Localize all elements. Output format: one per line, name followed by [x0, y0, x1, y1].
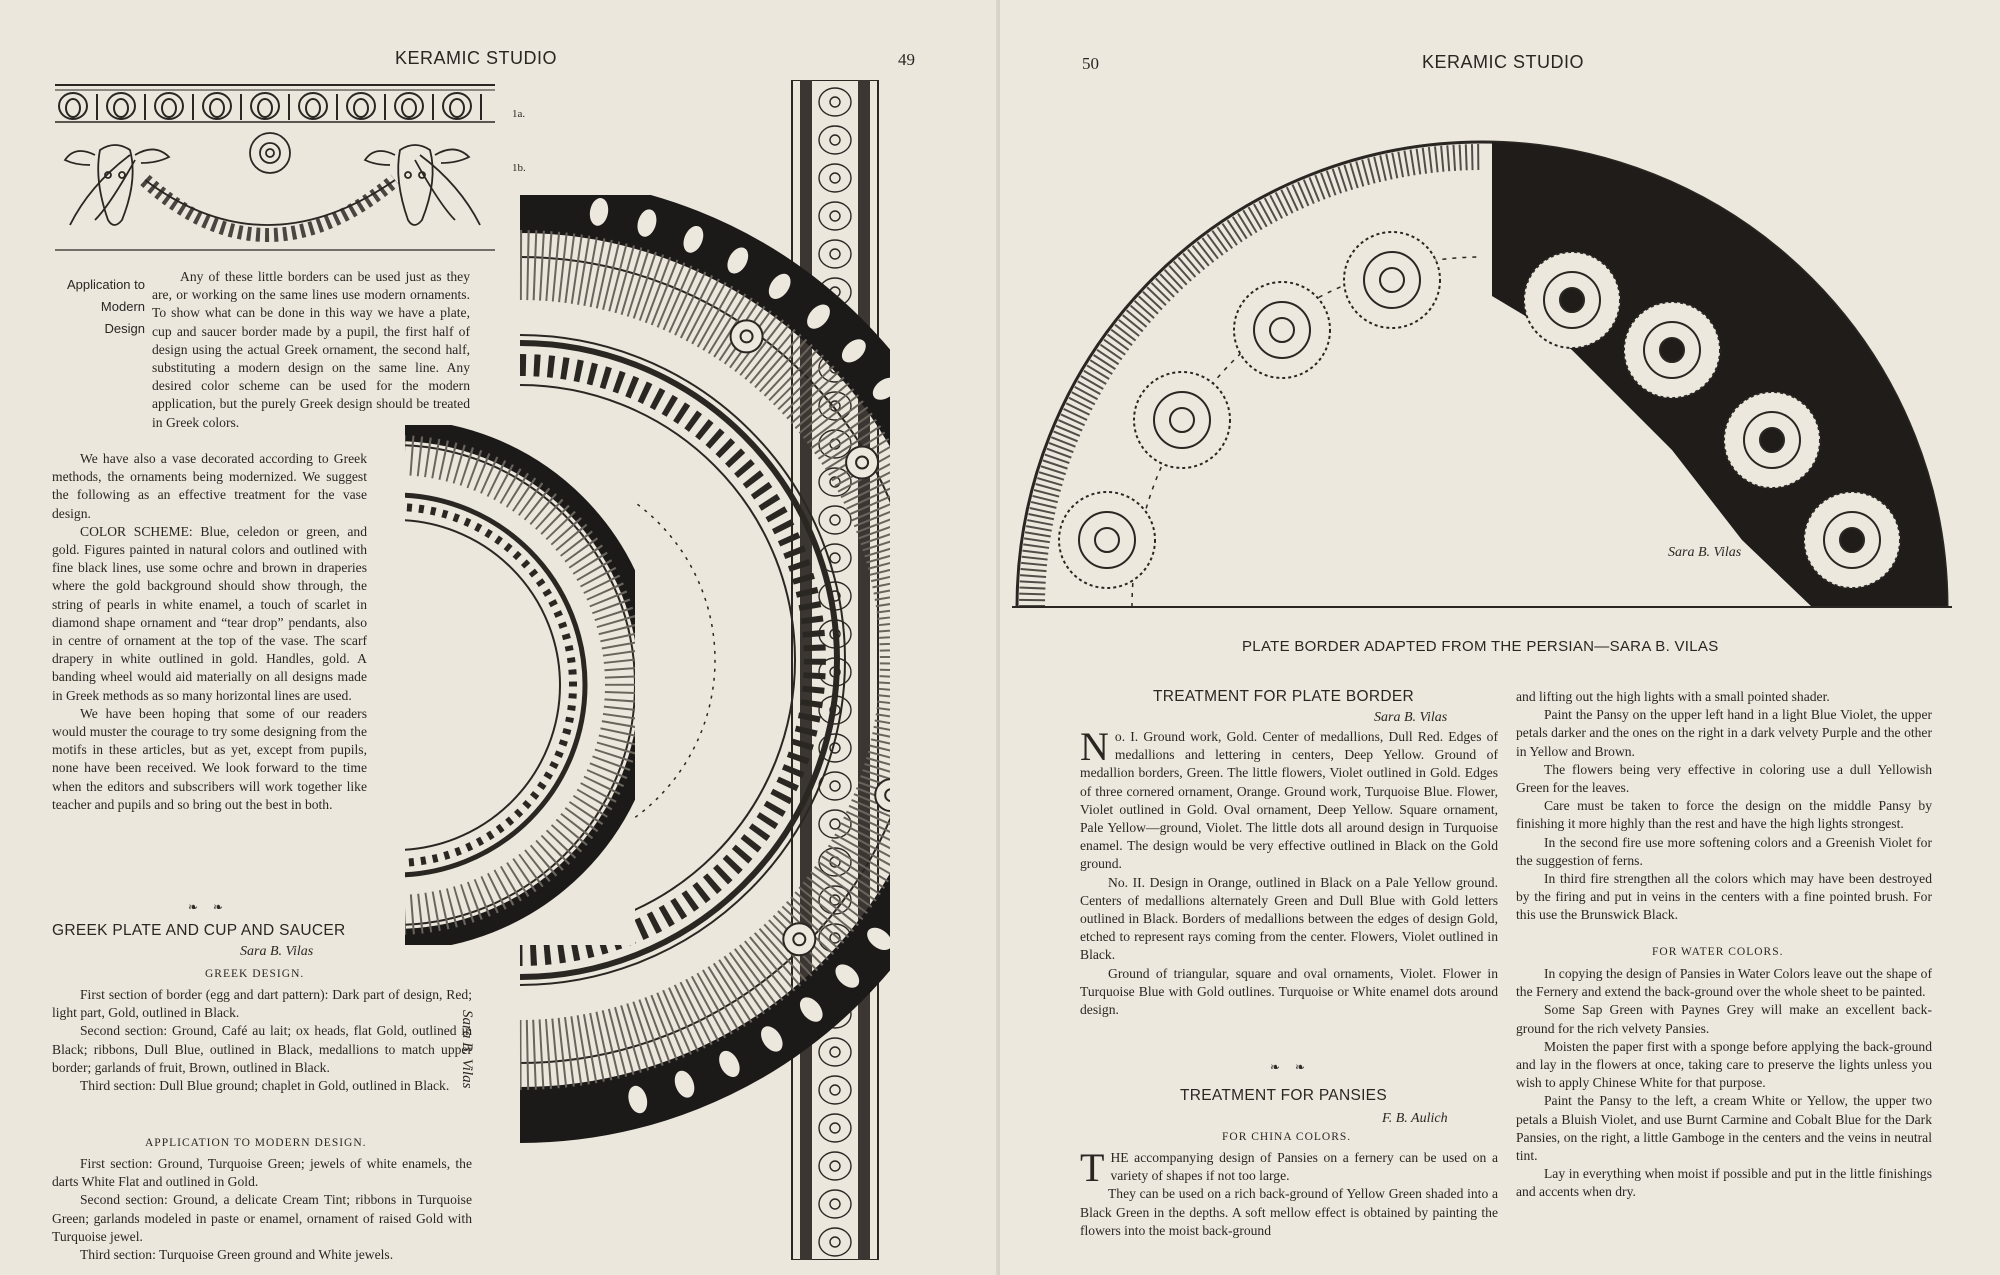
paragraph: COLOR SCHEME: Blue, celedon or green, and gold. Figures painted in natural colors and outlined with fine black lines, use some ochre and brown in draperies where the gold background should show through, the string of pearls in white enamel, a touch of scarlet in diamond shape ornament and “tear drop” pendants, also in centre of ornament at the top of the vase. The scarf drapery in white outlined in gold. Handles, gold. A banding wheel would aid materially on all designs made in Greek methods as so many horizontal lines are used. — [52, 523, 367, 703]
modern-design-subhead: APPLICATION TO MODERN DESIGN. — [145, 1137, 367, 1149]
paragraph: Some Sap Green with Paynes Grey will make an excellent back-ground for the rich velvety Pansies. — [1516, 1002, 1932, 1036]
paragraph: The flowers being very effective in coloring use a dull Yellowish Green for the leaves. — [1516, 761, 1932, 796]
paragraph: Lay in everything when moist if possible and put in the little finishings and accents when dry. — [1516, 1166, 1932, 1200]
paragraph: Paint the Pansy to the left, a cream White or Yellow, the upper two petals a Bluish Violet, and use Burnt Carmine and Cobalt Blue for the Dark Pansies, on the right, a little Gamboge in the centers and the veins in neutral tint. — [1516, 1093, 1932, 1164]
pansies-heading: TREATMENT FOR PANSIES — [1180, 1087, 1387, 1104]
figure-label-1b: 1b. — [512, 162, 526, 174]
paragraph: Ground of triangular, square and oval ornaments, Violet. Flower in Turquoise Blue with Gold outlines. Turquoise or White enamel dots around design. — [1080, 965, 1498, 1018]
left-page — [0, 0, 996, 1275]
paragraph: Second section: Ground, Café au lait; ox heads, flat Gold, outlined in Black; ribbons, Dull Blue, outlined in Black, medallions to match upper border; garlands of fruit, Brown, outlined in Black. — [52, 1023, 472, 1075]
right-folio: 50 — [1082, 54, 1099, 73]
paragraph-body: HE accompanying design of Pansies on a fernery can be used on a variety of shapes if not too large. — [1110, 1150, 1498, 1184]
paragraph: In the second fire use more softening colors and a Greenish Violet for the suggestion of ferns. — [1516, 834, 1932, 868]
plate-border-byline: Sara B. Vilas — [1374, 710, 1448, 725]
paragraph: Paint the Pansy on the upper left hand in a light Blue Violet, the upper petals darker and the ones on the right in a dark velvety Purple and the other in Yellow and Brown. — [1516, 707, 1932, 759]
greek-plate-heading: GREEK PLATE AND CUP AND SAUCER — [52, 922, 346, 939]
greek-design-subhead: GREEK DESIGN. — [205, 968, 305, 980]
paragraph: We have been hoping that some of our readers would muster the courage to try some designing from the motifs in these articles, but as yet, except from pupils, none have been received. We look forward to the time when the editors and subscribers will work together like teacher and pupils and so bring out the best in both. — [52, 705, 367, 812]
persian-plate-signature: Sara B. Vilas — [1668, 545, 1742, 560]
plate-border-text — [1080, 724, 1498, 1019]
dropcap-n: N — [1080, 724, 1109, 769]
paragraph: Third section: Turquoise Green ground and White jewels. — [80, 1247, 394, 1263]
paragraph: No. II. Design in Orange, outlined in Black on a Pale Yellow ground. Centers of medallions alternately Green and Dull Blue with Gold letters outlined in Black. Borders of medallions between the edges of design Gold, etched to represent rays coming from the center. Flowers, Violet outlined in Black. — [1080, 874, 1498, 963]
side-head-line: Design — [104, 321, 145, 336]
paragraph: In third fire strengthen all the colors which may have been destroyed by the firing and put in veins in the centers with a fine pointed brush. For this use the Brunswick Black. — [1516, 871, 1932, 923]
paragraph — [1080, 724, 1498, 874]
paragraph: and lifting out the high lights with a small pointed shader. — [1516, 689, 1830, 704]
left-running-head: KERAMIC STUDIO — [395, 48, 558, 68]
china-colors-subhead: FOR CHINA COLORS. — [1222, 1131, 1352, 1143]
plate-border-heading: TREATMENT FOR PLATE BORDER — [1153, 688, 1414, 705]
paragraph: First section of border (egg and dart pattern): Dark part of design, Red; light part, Gold, outlined in Black. — [52, 987, 472, 1021]
left-folio: 49 — [898, 50, 915, 69]
paragraph: Care must be taken to force the design on the middle Pansy by finishing it more highly than the rest and have the high lights strongest. — [1516, 798, 1932, 832]
persian-plate-illustration — [1012, 120, 1972, 620]
greek-plate-byline: Sara B. Vilas — [240, 944, 314, 959]
paragraph: Moisten the paper first with a sponge before applying the back-ground and lay in the flowers at once, taking care to preserve the lights unless you wish to apply Chinese White for that purpose. — [1516, 1038, 1932, 1091]
water-colors-text — [1516, 965, 1932, 1202]
paragraph: In copying the design of Pansies in Water Colors leave out the shape of the Fernery and extend the back-ground over the whole sheet to be painted. — [1516, 966, 1932, 1000]
figure-label-1a: 1a. — [512, 108, 526, 120]
paragraph: We have also a vase decorated according to Greek methods, the ornaments being modernized. We suggest the following as an effective treatment for the vase design. — [52, 451, 367, 521]
persian-plate-caption: PLATE BORDER ADAPTED FROM THE PERSIAN—SARA B. VILAS — [1242, 638, 1719, 655]
right-running-head: KERAMIC STUDIO — [1422, 52, 1585, 72]
right-page — [1000, 0, 2000, 1275]
side-head — [40, 274, 145, 340]
paragraph-body: o. I. Ground work, Gold. Center of medallions, Dull Red. Edges of medallions and lettering in centers, Deep Yellow. Ground of medallion borders, Green. The little flowers, Violet outlined in Gold. Edges of three cornered ornament, Orange. Ground work, Turquoise Blue. Flower, Violet outlined in Gold. Oval ornament, Deep Yellow. Square ornament, Pale Yellow—ground, Violet. The little dots all around design in Turquoise enamel. The design would be very effective outlined in Black on the Gold ground. — [1080, 729, 1498, 872]
pansies-text — [1080, 1145, 1498, 1240]
paragraph: Third section: Dull Blue ground; chaplet in Gold, outlined in Black. — [80, 1078, 450, 1094]
plate-signature-left: Sara B. Vilas — [459, 1010, 475, 1089]
side-head-line: Modern — [100, 299, 145, 314]
paragraph: Any of these little borders can be used just as they are, or working on the same lines use modern ornaments. To show what can be done in this way we have a plate, cup and saucer border made by a pupil, the first half of design using the actual Greek ornament, the second half, substituting a modern design on the same line. Any desired color scheme can be used for the modern application, but the purely Greek design should be treated in Greek colors. — [152, 269, 470, 430]
paragraph: First section: Ground, Turquoise Green; jewels of white enamels, the darts White Flat and outlined in Gold. — [52, 1156, 472, 1190]
water-colors-subhead: FOR WATER COLORS. — [1652, 946, 1784, 958]
paragraph: They can be used on a rich back-ground of Yellow Green shaded into a Black Green in the depths. A soft mellow effect is obtained by painting the flowers into the moist back-ground — [1080, 1186, 1498, 1238]
intro-more-paragraphs — [52, 450, 367, 814]
ornament-divider-right: ❧ ❧ — [1270, 1060, 1312, 1074]
paragraph — [1080, 1145, 1498, 1190]
paragraph: Second section: Ground, a delicate Cream Tint; ribbons in Turquoise Green; garlands modeled in paste or enamel, ornament of raised Gold with Turquoise jewel. — [52, 1192, 472, 1244]
ornament-divider: ❧ ❧ — [188, 900, 230, 914]
greek-saucer-illustration — [405, 425, 635, 945]
pansies-continued — [1516, 688, 1932, 925]
side-head-line: Application to — [66, 277, 145, 292]
pansies-byline: F. B. Aulich — [1382, 1111, 1448, 1126]
dropcap-t: T — [1080, 1145, 1105, 1190]
modern-design-paragraphs — [52, 1155, 472, 1264]
